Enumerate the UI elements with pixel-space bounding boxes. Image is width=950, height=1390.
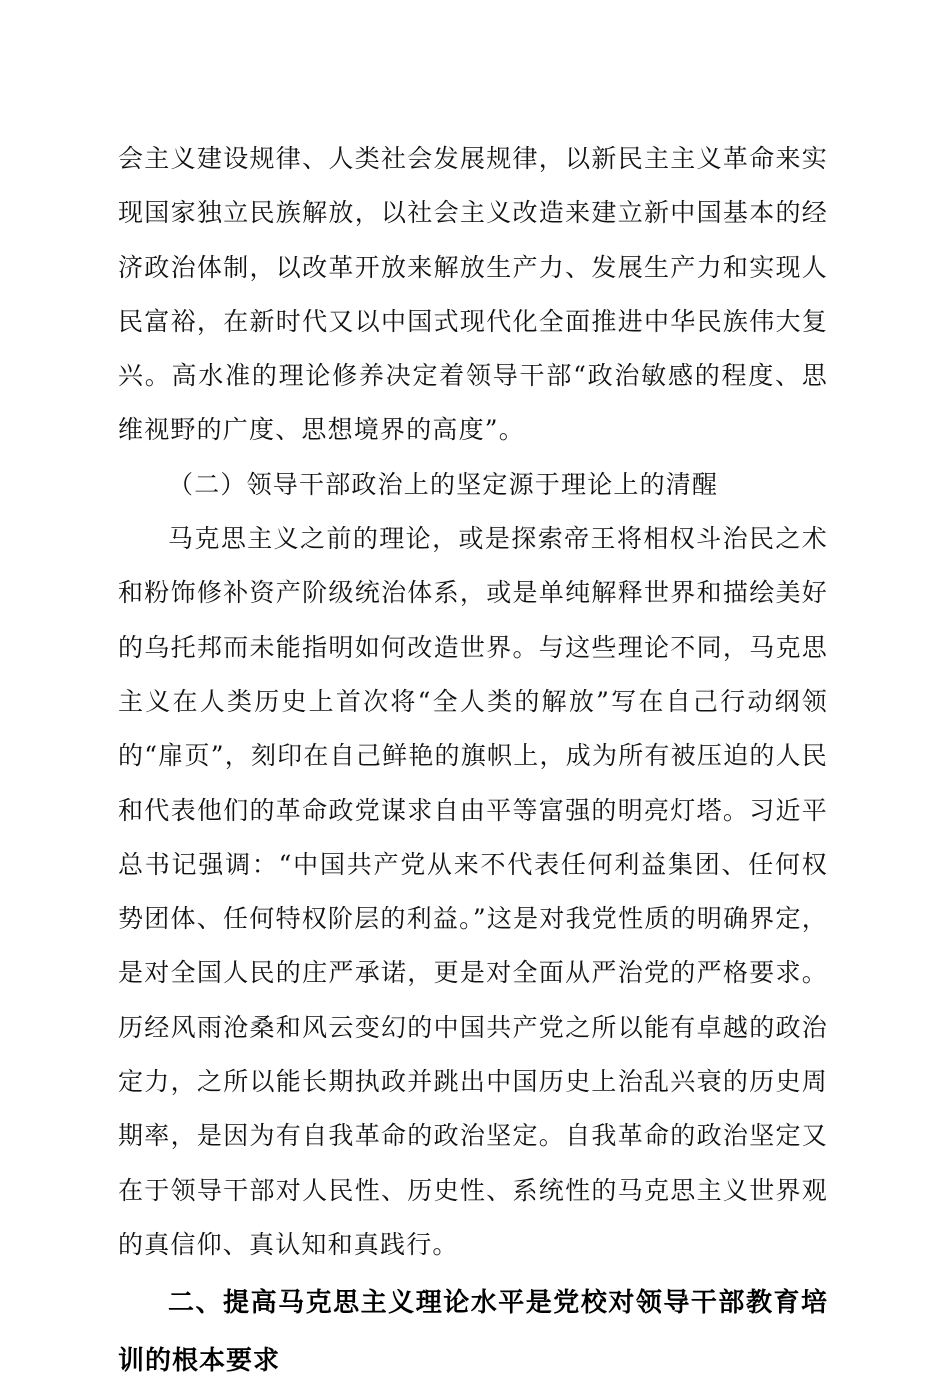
subheading-2: （二）领导干部政治上的坚定源于理论上的清醒	[168, 469, 719, 499]
paragraph-marxism-theory: 马克思主义之前的理论，或是探索帝王将相权斗治民之术和粉饰修补资产阶级统治体系，或是单纯解释世界和描绘美好的乌托邦而未能指明如何改造世界。与这些理论不同，马克思主义在人类历史上首次将“全人类的解放”写在自己行动纲领的“扉页”，刻印在自己鲜艳的旗帜上，成为所有被压迫的人民和代表他们的革命政党谋求自由平等富强的明亮灯塔。习近平总书记强调：“中国共产党从来不代表任何利益集团、任何权势团体、任何特权阶层的利益。”这是对我党性质的明确界定，是对全国人民的庄严承诺，更是对全面从严治党的严格要求。历经风雨沧桑和风云变幻的中国共产党之所以能有卓越的政治定力，之所以能长期执政并跳出中国历史上治乱兴衰的历史周期率，是因为有自我革命的政治坚定。自我革命的政治坚定又在于领导干部对人民性、历史性、系统性的马克思主义世界观的真信仰、真认知和真践行。	[118, 524, 828, 1259]
document-body	[118, 132, 828, 1390]
paragraph-continued: 会主义建设规律、人类社会发展规律，以新民主主义革命来实现国家独立民族解放，以社会主义改造来建立新中国基本的经济政治体制，以改革开放来解放生产力、发展生产力和实现人民富裕，在新时代又以中国式现代化全面推进中华民族伟大复兴。高水准的理论修养决定着领导干部“政治敏感的程度、思维视野的广度、思想境界的高度”。	[118, 144, 828, 445]
section-heading-2: 二、提高马克思主义理论水平是党校对领导干部教育培训的根本要求	[118, 1288, 828, 1377]
